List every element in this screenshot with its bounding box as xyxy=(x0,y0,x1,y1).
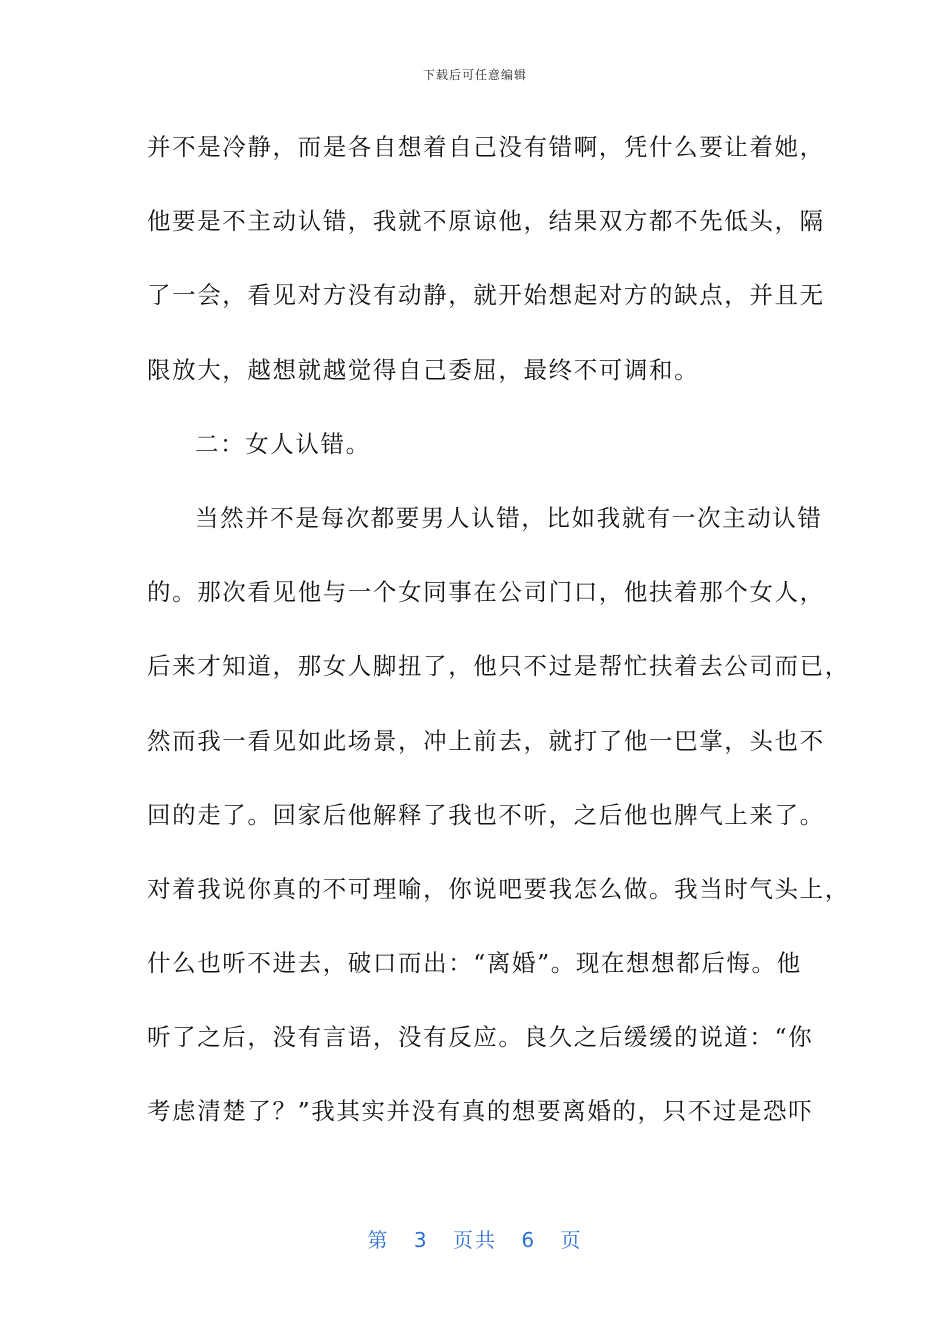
document-body xyxy=(147,124,850,1163)
text-line: 他要是不主动认错，我就不原谅他，结果双方都不先低头，隔 xyxy=(147,207,825,236)
text-line: 回的走了。回家后他解释了我也不听，之后他也脾气上来了。 xyxy=(147,800,825,829)
text-line: 然而我一看见如此场景，冲上前去，就打了他一巴掌，头也不 xyxy=(147,726,825,755)
page-footer xyxy=(0,1224,950,1253)
text-line: 当然并不是每次都要男人认错，比如我就有一次主动认错 xyxy=(195,503,823,532)
text-line: 听了之后，没有言语，没有反应。良久之后缓缓的说道：“你 xyxy=(147,1023,814,1052)
text-line: 并不是冷静，而是各自想着自己没有错啊，凭什么要让着她， xyxy=(147,133,825,161)
section-heading: 二：女人认错。 xyxy=(195,429,371,458)
total-page-count: 6 xyxy=(521,1228,537,1252)
footer-middle: 页共 xyxy=(453,1228,497,1252)
text-line: 的。那次看见他与一个女同事在公司门口，他扶着那个女人， xyxy=(147,578,825,607)
text-line: 对着我说你真的不可理喻，你说吧要我怎么做。我当时气头上， xyxy=(147,874,850,903)
current-page-number: 3 xyxy=(413,1228,429,1252)
text-line: 后来才知道，那女人脚扭了，他只不过是帮忙扶着去公司而已， xyxy=(147,652,850,681)
text-line: 了一会，看见对方没有动静，就开始想起对方的缺点，并且无 xyxy=(147,281,825,310)
text-line: 什么也听不进去，破口而出：“离婚”。现在想想都后悔。他 xyxy=(147,949,802,978)
text-line: 考虑清楚了？”我其实并没有真的想要离婚的，只不过是恐吓 xyxy=(147,1097,814,1126)
footer-suffix: 页 xyxy=(560,1228,583,1252)
footer-prefix: 第 xyxy=(367,1228,390,1252)
page-header: 下载后可任意编辑 xyxy=(422,68,527,82)
text-line: 限放大，越想就越觉得自己委屈，最终不可调和。 xyxy=(147,355,700,384)
